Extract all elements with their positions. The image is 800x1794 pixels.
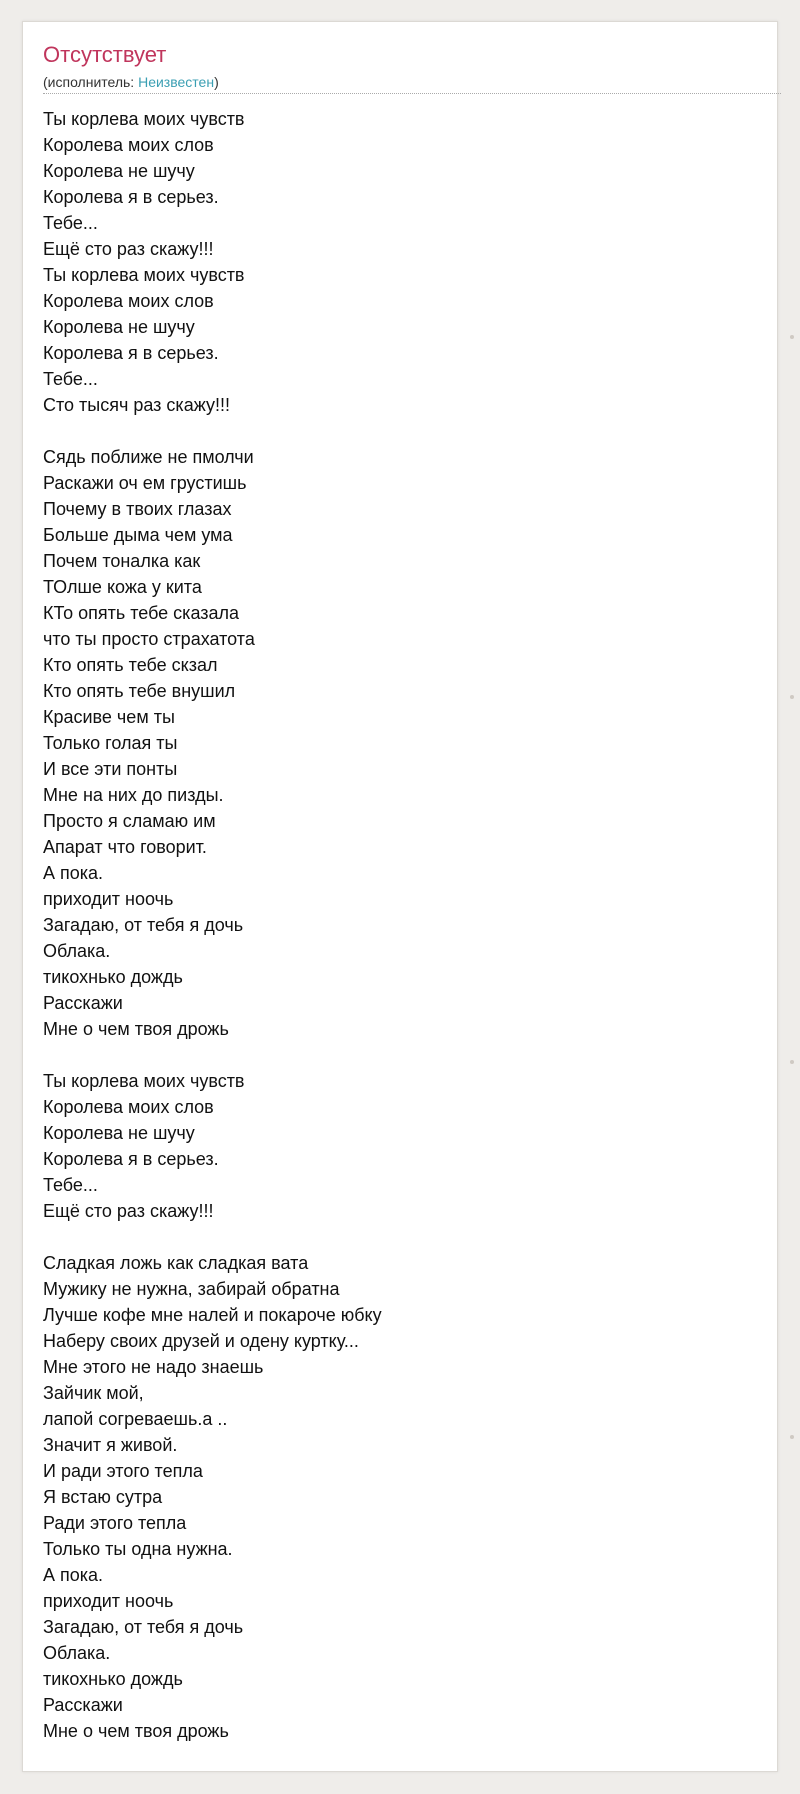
lyric-line: Раскажи оч ем грустишь: [43, 473, 247, 493]
lyric-line: Мне о чем твоя дрожь: [43, 1721, 229, 1741]
lyric-line: Королева моих слов: [43, 291, 214, 311]
lyric-line: тикохнько дождь: [43, 1669, 183, 1689]
lyric-line: КТо опять тебе сказала: [43, 603, 240, 623]
lyric-line: Королева моих слов: [43, 1097, 214, 1117]
lyric-line: Загадаю, от тебя я дочь: [43, 915, 244, 935]
lyric-line: Ты корлева моих чувств: [43, 109, 245, 129]
lyric-line: Королева я в серьез.: [43, 343, 219, 363]
lyric-line: Тебе...: [43, 1175, 98, 1195]
lyric-line: Королева не шучу: [43, 317, 195, 337]
lyric-line: Мужику не нужна, забирай обратна: [43, 1279, 340, 1299]
edge-decoration: [790, 335, 794, 339]
lyric-line: А пока.: [43, 863, 104, 883]
lyric-line: приходит ноочь: [43, 889, 174, 909]
lyric-line: А пока.: [43, 1565, 104, 1585]
lyric-line: Сто тысяч раз скажу!!!: [43, 395, 230, 415]
lyric-line: Я встаю сутра: [43, 1487, 163, 1507]
lyric-line: Только голая ты: [43, 733, 178, 753]
lyric-line: Сладкая ложь как сладкая вата: [43, 1253, 309, 1273]
stanza-break: [43, 1042, 763, 1068]
lyric-line: Расскажи: [43, 1695, 123, 1715]
lyric-line: Ради этого тепла: [43, 1513, 187, 1533]
lyric-line: Почему в твоих глазах: [43, 499, 232, 519]
lyric-line: Значит я живой.: [43, 1435, 178, 1455]
lyric-line: Ты корлева моих чувств: [43, 265, 245, 285]
lyric-line: Королева моих слов: [43, 135, 214, 155]
stanza-break: [43, 1224, 763, 1250]
lyric-line: Облака.: [43, 1643, 111, 1663]
lyric-line: Зайчик мой,: [43, 1383, 144, 1403]
title-divider: [43, 93, 781, 94]
lyric-line: Апарат что говорит.: [43, 837, 207, 857]
lyric-line: Королева я в серьез.: [43, 1149, 219, 1169]
lyric-line: И все эти понты: [43, 759, 178, 779]
lyric-line: что ты просто страхатота: [43, 629, 255, 649]
lyric-line: Просто я сламаю им: [43, 811, 216, 831]
edge-decoration: [790, 1060, 794, 1064]
lyric-line: Сядь поближе не пмолчи: [43, 447, 254, 467]
lyric-line: Почем тоналка как: [43, 551, 201, 571]
lyric-line: Мне на них до пизды.: [43, 785, 224, 805]
lyric-line: Мне о чем твоя дрожь: [43, 1019, 229, 1039]
artist-prefix: (исполнитель:: [43, 74, 139, 90]
lyric-line: Лучше кофе мне налей и покароче юбку: [43, 1305, 382, 1325]
lyric-line: Мне этого не надо знаешь: [43, 1357, 264, 1377]
lyrics-text: [43, 106, 763, 1744]
lyric-line: Королева не шучу: [43, 1123, 195, 1143]
artist-line: [43, 74, 219, 91]
lyric-line: Красиве чем ты: [43, 707, 175, 727]
lyric-line: Тебе...: [43, 369, 98, 389]
lyric-line: И ради этого тепла: [43, 1461, 203, 1481]
artist-link[interactable]: Неизвестен: [138, 74, 215, 90]
lyric-line: Королева я в серьез.: [43, 187, 219, 207]
lyrics-card: [22, 21, 778, 1772]
lyric-line: Загадаю, от тебя я дочь: [43, 1617, 244, 1637]
edge-decoration: [790, 1435, 794, 1439]
stanza-break: [43, 418, 763, 444]
lyric-line: Ты корлева моих чувств: [43, 1071, 245, 1091]
lyric-line: Облака.: [43, 941, 111, 961]
lyric-line: Только ты одна нужна.: [43, 1539, 233, 1559]
edge-decoration: [790, 695, 794, 699]
artist-suffix: ): [214, 74, 219, 90]
lyric-line: Больше дыма чем ума: [43, 525, 233, 545]
lyric-line: Кто опять тебе внушил: [43, 681, 236, 701]
song-title: Отсутствует: [43, 42, 167, 67]
lyric-line: ТОлше кожа у кита: [43, 577, 202, 597]
lyric-line: Ещё сто раз скажу!!!: [43, 1201, 214, 1221]
lyric-line: лапой согреваешь.а ..: [43, 1409, 228, 1429]
lyric-line: Кто опять тебе скзал: [43, 655, 218, 675]
lyric-line: приходит ноочь: [43, 1591, 174, 1611]
lyric-line: Расскажи: [43, 993, 123, 1013]
lyric-line: тикохнько дождь: [43, 967, 183, 987]
lyric-line: Ещё сто раз скажу!!!: [43, 239, 214, 259]
lyric-line: Наберу своих друзей и одену куртку...: [43, 1331, 359, 1351]
lyric-line: Тебе...: [43, 213, 98, 233]
lyric-line: Королева не шучу: [43, 161, 195, 181]
